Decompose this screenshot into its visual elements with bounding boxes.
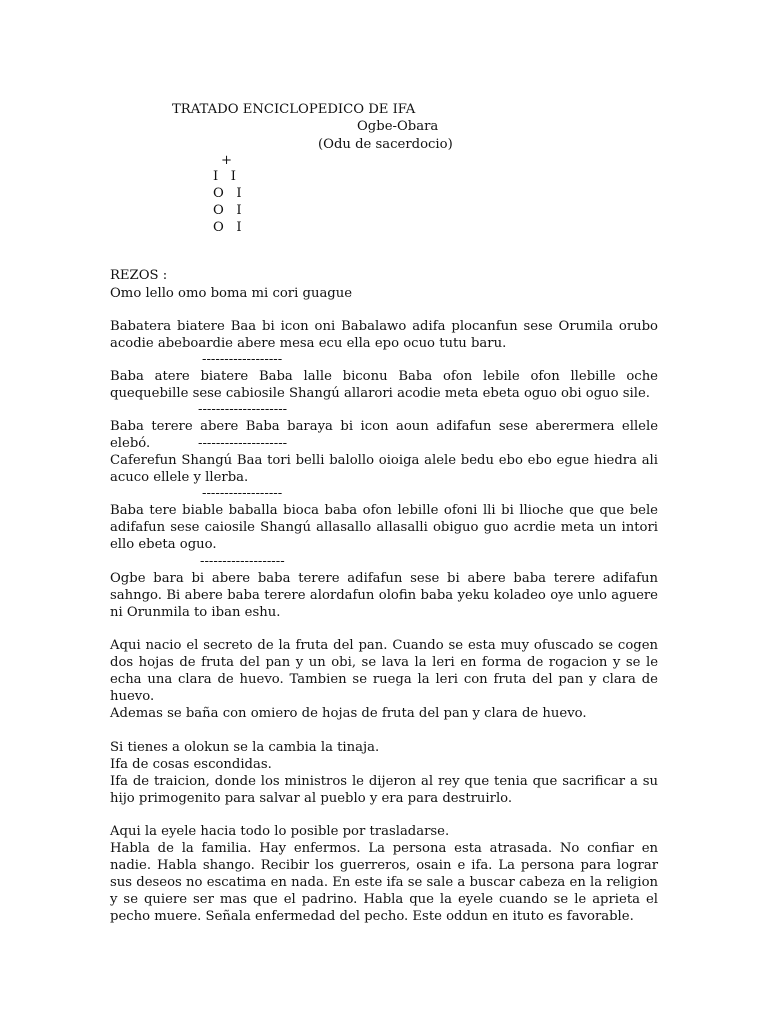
rezo-paragraph-4: Caferefun Shangú Baa tori belli balollo oioiga alele bedu ebo ebo egue hiedra ali acuco ellele y llerba. (110, 453, 658, 485)
separator-line: ------------------- (200, 554, 285, 569)
odu-sign-plus: + (221, 153, 233, 168)
body-paragraph-traicion: Ifa de traicion, donde los ministros le dijeron al rey que tenia que sacrificar a su hijo primogenito para salvar al pueblo y era para destruirlo. (110, 774, 658, 806)
rezo-paragraph-2: Baba atere biatere Baba lalle biconu Baba ofon lebile ofon llebille oche quequebille sese cabiosile Shangú allarori acodie meta ebeta oguo obi oguo sile. (110, 369, 658, 401)
rezo-opening-line: Omo lello omo boma mi cori guague (110, 286, 353, 301)
body-line-eyele: Aqui la eyele hacia todo lo posible por trasladarse. (110, 824, 450, 839)
body-paragraph-fruta-del-pan: Aqui nacio el secreto de la fruta del pan. Cuando se esta muy ofuscado se cogen dos hojas de fruta del pan y un obi, se lava la leri en forma de rogacion y se le echa una clara de huevo. Tambien se ruega la leri con fruta del pan y clara de huevo. (110, 638, 658, 704)
separator-line: -------------------- (198, 436, 288, 451)
odu-sign-row-4: O I (213, 220, 242, 235)
odu-name: Ogbe-Obara (357, 119, 439, 134)
rezo-paragraph-1: Babatera biatere Baa bi icon oni Babalawo adifa plocanfun sese Orumila orubo acodie abeboardie abere mesa ecu ella epo ocuo tutu baru. (110, 319, 658, 351)
body-line-cosas-escondidas: Ifa de cosas escondidas. (110, 757, 272, 772)
rezo-paragraph-3: Baba terere abere Baba baraya bi icon aoun adifafun sese aberermera ellele elebó. (110, 419, 658, 451)
odu-sign-row-3: O I (213, 203, 242, 218)
odu-subtitle: (Odu de sacerdocio) (318, 137, 453, 152)
rezos-heading: REZOS : (110, 268, 168, 283)
document-title: TRATADO ENCICLOPEDICO DE IFA (172, 102, 416, 117)
separator-line: -------------------- (198, 402, 288, 417)
rezo-paragraph-6: Ogbe bara bi abere baba terere adifafun sese bi abere baba terere adifafun sahngo. Bi abere baba terere alordafun olofin baba yeku koladeo oye unlo aguere ni Orunmila to iban eshu. (110, 571, 658, 620)
body-line-olokun: Si tienes a olokun se la cambia la tinaja. (110, 740, 380, 755)
body-paragraph-familia: Habla de la familia. Hay enfermos. La persona esta atrasada. No confiar en nadie. Habla shango. Recibir los guerreros, osain e ifa. La persona para lograr sus deseos no escatima en nada. En este ifa se sale a buscar cabeza en la religion y se quiere ser mas que el padrino. Habla que la eyele cuando se le aprieta el pecho muere. Señala enfermedad del pecho. Este oddun en ituto es favorable. (110, 841, 658, 924)
odu-sign-row-2: O I (213, 186, 242, 201)
separator-line: ------------------ (202, 486, 283, 501)
body-line-omiero: Ademas se baña con omiero de hojas de fruta del pan y clara de huevo. (110, 706, 587, 721)
rezo-paragraph-5: Baba tere biable baballa bioca baba ofon lebille ofoni lli bi llioche que que bele adifafun sese caiosile Shangú allasallo allasalli obiguo guo acrdie meta un intori ello ebeta oguo. (110, 503, 658, 552)
separator-line: ------------------ (202, 352, 283, 367)
odu-sign-row-1: I I (213, 169, 236, 184)
